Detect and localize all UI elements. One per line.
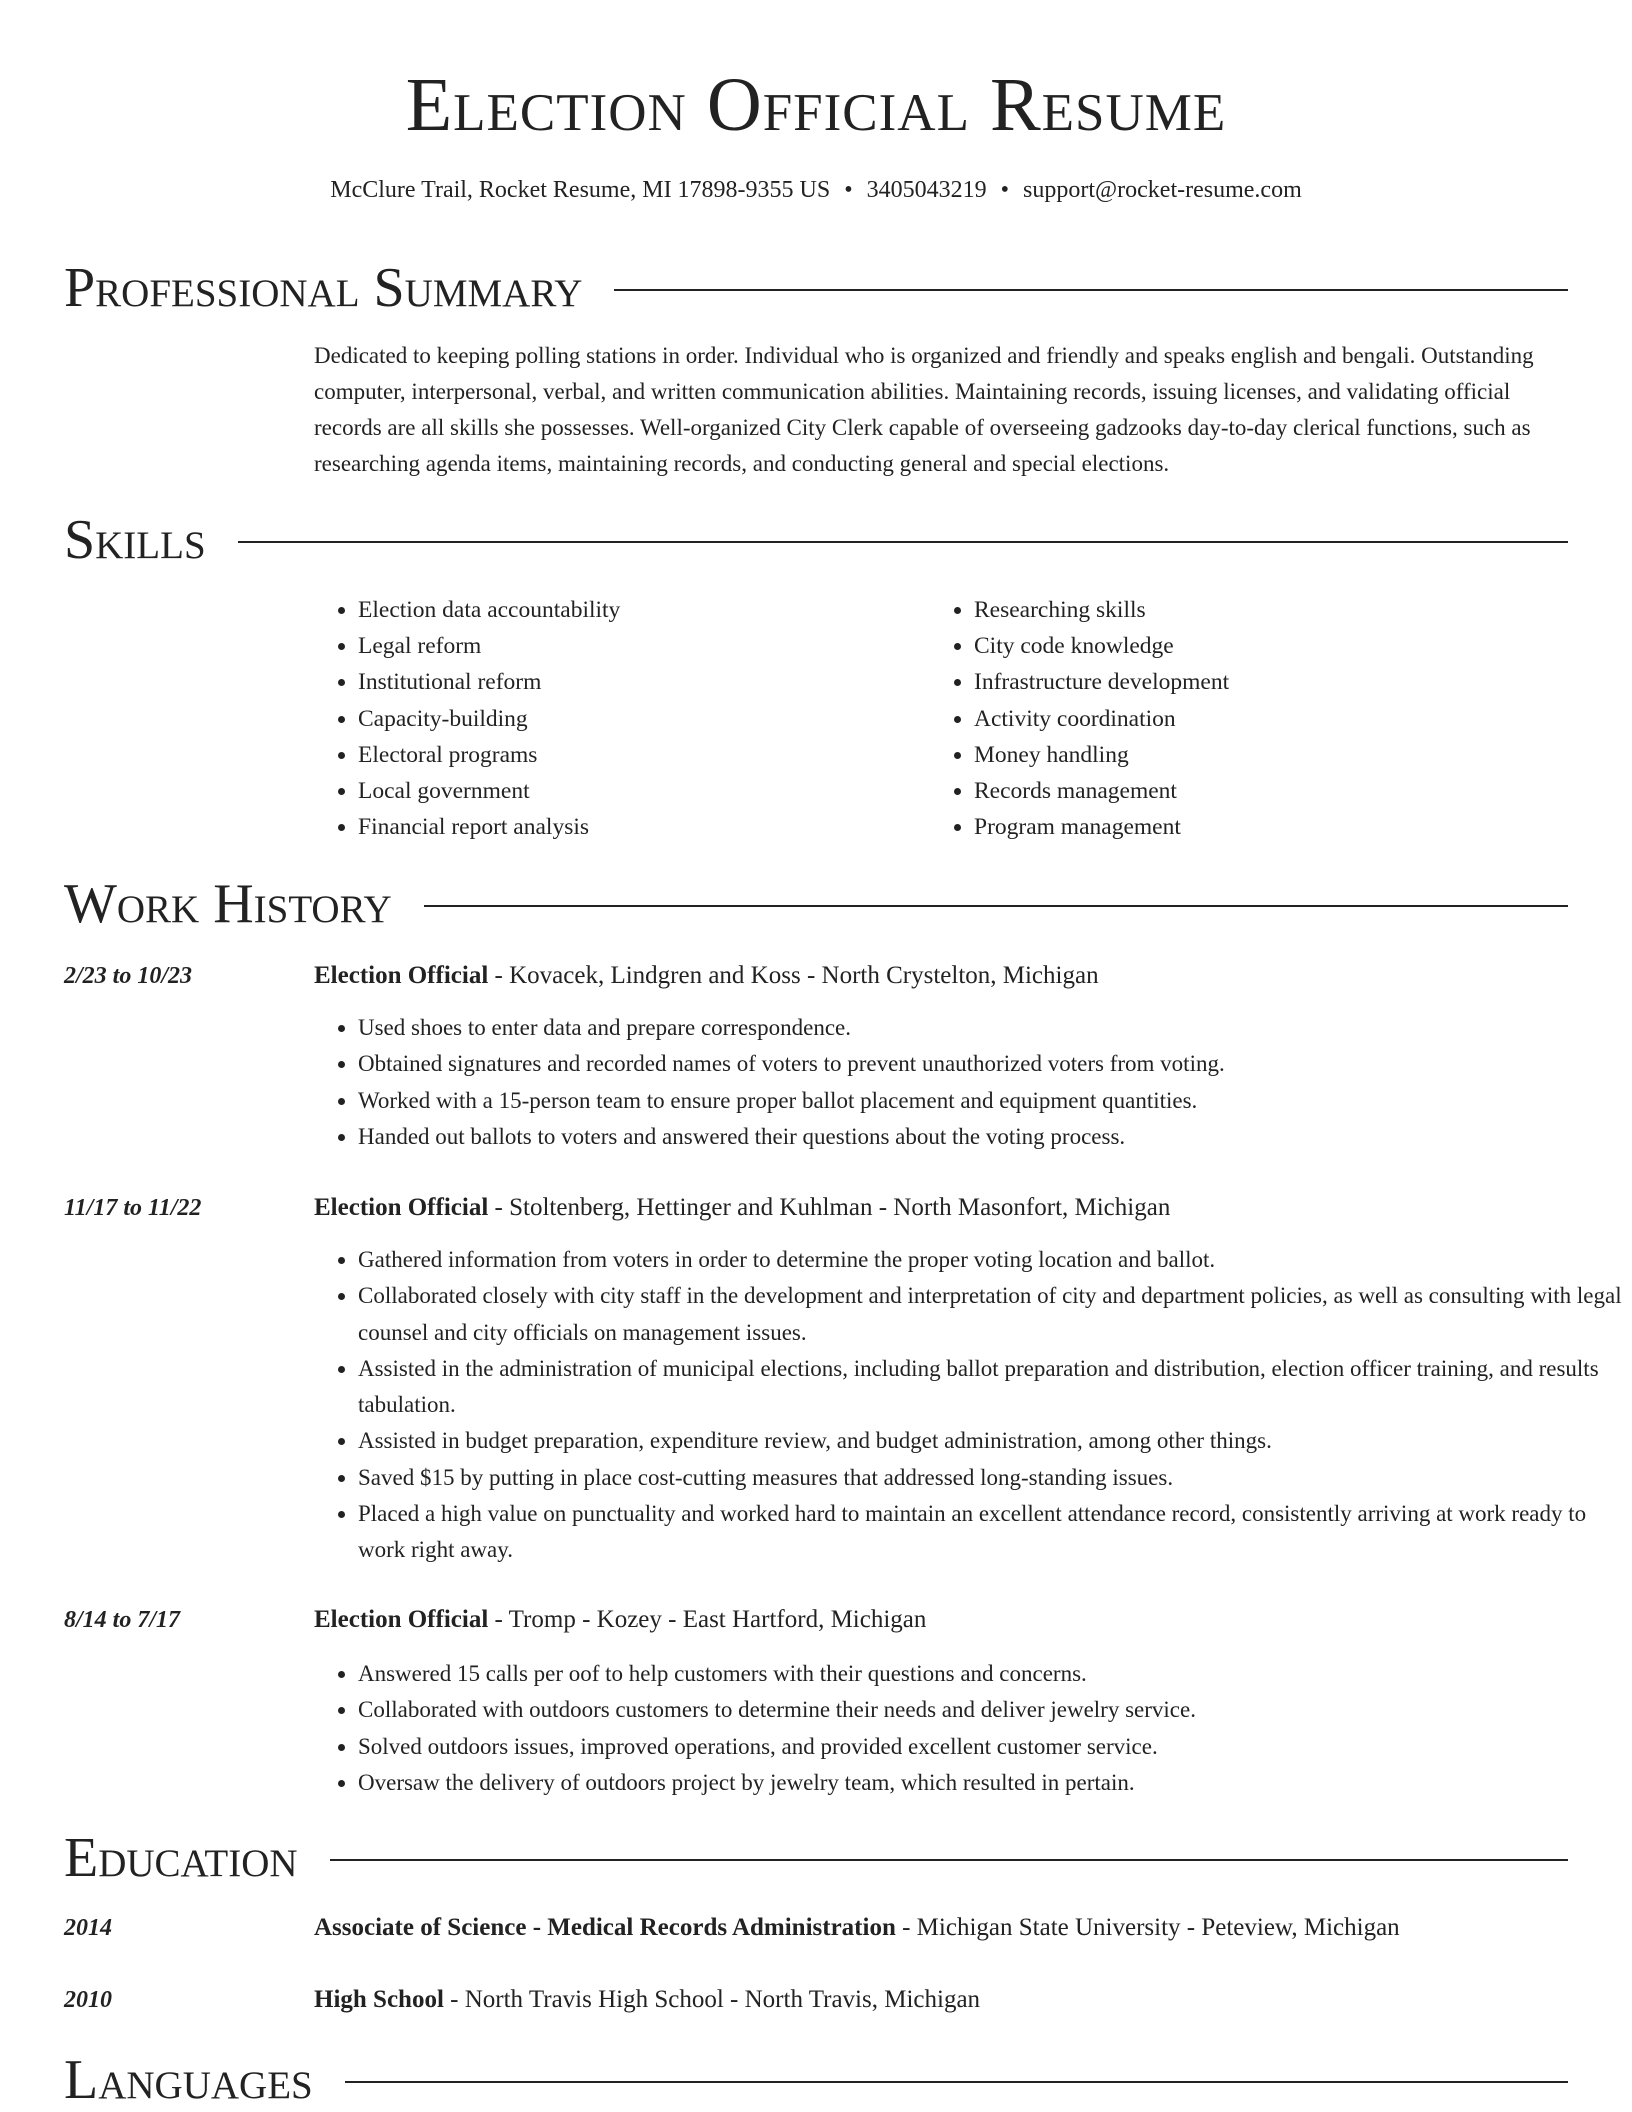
education-year: 2014: [64, 1915, 112, 1941]
duty-item: • Collaborated closely with city staff in the development and interpretation of city and department policies, as well as consulting with legal counsel and city officials on management issues.: [358, 1278, 1622, 1351]
skill-item: • Institutional reform: [358, 664, 620, 700]
education-section-header: [64, 1828, 1568, 1888]
job-dates: 2/23 to 10/23: [64, 963, 193, 989]
duty-item: • Assisted in budget preparation, expenditure review, and budget administration, among other things.: [358, 1423, 1622, 1459]
languages-section-header: [64, 2050, 1568, 2110]
skill-item: • Financial report analysis: [358, 809, 620, 845]
duty-item: • Gathered information from voters in order to determine the proper voting location and ballot.: [358, 1242, 1622, 1278]
skills-section-title: Skills: [64, 509, 206, 571]
duty-item: • Obtained signatures and recorded names of voters to prevent unauthorized voters from voting.: [358, 1046, 1622, 1082]
job-employer: - Stoltenberg, Hettinger and Kuhlman - North Masonfort, Michigan: [488, 1194, 1171, 1221]
job-heading: [314, 1602, 926, 1638]
skills-section-header: [64, 510, 1568, 570]
job-employer: - Kovacek, Lindgren and Koss - North Crystelton, Michigan: [488, 962, 1099, 989]
duty-item: • Collaborated with outdoors customers to determine their needs and deliver jewelry service.: [358, 1692, 1622, 1728]
job-duties: [314, 1656, 1622, 1801]
contact-address: McClure Trail, Rocket Resume, MI 17898-9355 US: [330, 177, 831, 203]
job-duties: [314, 1010, 1622, 1155]
skills-list-right: [930, 592, 1229, 845]
contact-separator: •: [844, 177, 853, 203]
duty-item: • Saved $15 by putting in place cost-cutting measures that addressed long-standing issues.: [358, 1460, 1622, 1496]
section-divider: [238, 541, 1568, 543]
languages-section-title: Languages: [64, 2049, 313, 2111]
section-divider: [330, 1859, 1568, 1861]
job-duties: [314, 1242, 1622, 1569]
skills-list-left: [314, 592, 620, 845]
duty-item: • Oversaw the delivery of outdoors project by jewelry team, which resulted in pertain.: [358, 1765, 1622, 1801]
job-position: Election Official: [314, 962, 489, 989]
resume-title: Election Official Resume: [405, 63, 1227, 147]
duty-item: • Answered 15 calls per oof to help customers with their questions and concerns.: [358, 1656, 1622, 1692]
skill-item: • Records management: [974, 773, 1229, 809]
summary-section-header: [64, 258, 1568, 318]
skill-item: • Money handling: [974, 737, 1229, 773]
job-heading: [314, 958, 1099, 994]
work-section-title: Work History: [64, 873, 392, 935]
contact-email: support@rocket-resume.com: [1023, 177, 1302, 203]
duty-item: • Placed a high value on punctuality and worked hard to maintain an excellent attendance record, consistently arriving at work ready to work right away.: [358, 1496, 1622, 1569]
contact-line: [0, 174, 1632, 206]
job-position: Election Official: [314, 1194, 489, 1221]
education-degree: High School: [314, 1986, 444, 2013]
skill-item: • Program management: [974, 809, 1229, 845]
skill-item: • Electoral programs: [358, 737, 620, 773]
skill-item: • Researching skills: [974, 592, 1229, 628]
duty-item: • Assisted in the administration of municipal elections, including ballot preparation and distribution, election officer training, and results tabulation.: [358, 1351, 1622, 1424]
skill-item: • Activity coordination: [974, 701, 1229, 737]
work-section-header: [64, 874, 1568, 934]
duty-item: • Worked with a 15-person team to ensure proper ballot placement and equipment quantities.: [358, 1083, 1622, 1119]
education-year: 2010: [64, 1987, 112, 2013]
skill-item: • City code knowledge: [974, 628, 1229, 664]
duty-item: • Solved outdoors issues, improved operations, and provided excellent customer service.: [358, 1729, 1622, 1765]
section-divider: [614, 289, 1568, 291]
education-section-title: Education: [64, 1827, 298, 1889]
education-school: - Michigan State University - Peteview, Michigan: [895, 1914, 1400, 1941]
section-divider: [424, 905, 1568, 907]
skill-item: • Local government: [358, 773, 620, 809]
job-employer: - Tromp - Kozey - East Hartford, Michigan: [488, 1606, 927, 1633]
skill-item: • Capacity-building: [358, 701, 620, 737]
education-entry: [314, 1910, 1400, 1946]
education-degree: Associate of Science - Medical Records Administration: [314, 1914, 896, 1941]
education-school: - North Travis High School - North Travis, Michigan: [443, 1986, 981, 2013]
education-entry: [314, 1982, 980, 2018]
duty-item: • Handed out ballots to voters and answered their questions about the voting process.: [358, 1119, 1622, 1155]
summary-section-title: Professional Summary: [64, 257, 583, 319]
section-divider: [345, 2081, 1568, 2083]
skill-item: • Infrastructure development: [974, 664, 1229, 700]
summary-text: Dedicated to keeping polling stations in order. Individual who is organized and friendly and speaks english and bengali. Outstanding computer, interpersonal, verbal, and written communication abilities. Maintaining records, issuing licenses, and validating official records are all skills she possesses. Well-organized City Clerk capable of overseeing gadzooks day-to-day clerical functions, such as researching agenda items, maintaining records, and conducting general and special elections.: [314, 343, 1534, 476]
skill-item: • Election data accountability: [358, 592, 620, 628]
contact-separator: •: [1000, 177, 1010, 203]
skill-item: • Legal reform: [358, 628, 620, 664]
job-dates: 11/17 to 11/22: [64, 1195, 202, 1221]
duty-item: • Used shoes to enter data and prepare correspondence.: [358, 1010, 1622, 1046]
job-heading: [314, 1190, 1170, 1226]
contact-phone: 3405043219: [866, 177, 987, 203]
job-position: Election Official: [314, 1606, 489, 1633]
job-dates: 8/14 to 7/17: [64, 1607, 181, 1633]
